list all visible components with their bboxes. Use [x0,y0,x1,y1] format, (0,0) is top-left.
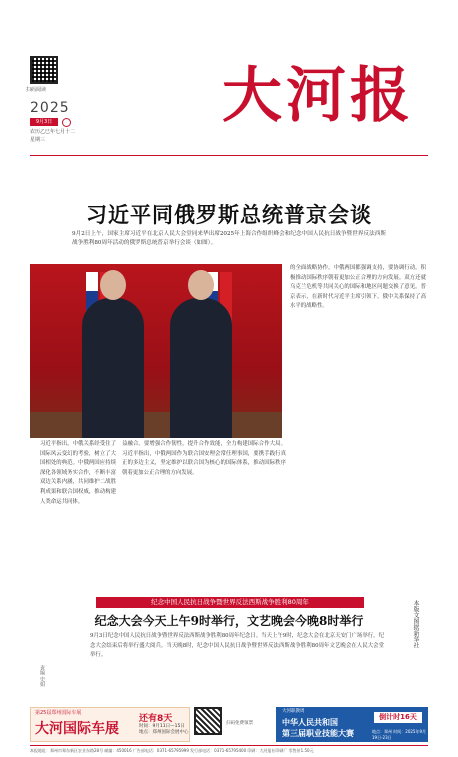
lead-headline[interactable]: 习近平同俄罗斯总统普京会谈 [86,202,372,227]
ad-qr-code[interactable] [194,707,222,735]
ad-countdown: 还有8天 [139,714,173,724]
person-head [188,270,214,300]
photo-credit: 本版文图据新华社 [412,600,419,648]
masthead-rule [30,155,428,156]
auto-show-ad[interactable] [30,707,190,742]
lead-photo[interactable] [30,264,282,438]
footer-info: 本报地址：郑州市郑东新区农业东路28号 邮编：450016 广告部电话：0371-65795999 发行部电话：0371-65795400 印刷：大河报社印刷厂 零售价1.50元 [30,745,428,754]
ad-countdown: 倒计时16天 [374,712,422,723]
lunar-date-line: 农历乙巳年七月十二 [30,129,76,135]
lunar-date [30,128,75,144]
ad-info: 地点：郑州 时间：2025年9月19日-23日 [372,729,426,740]
article-column-2: 益融合。要增强合作韧性，提升合作效能，全力构建国际合作大局。习近平指出，中俄两国作为联合国安理会常任理事国，要携手践行真正的多边主义，坚定维护以联合国为核心的国际体系，推动国际秩序朝着更加公正合理的方向发展。 [122,441,286,476]
ad-subtitle: 第25届郑州国际车展 [35,710,82,716]
person-figure [82,298,144,438]
person-figure [170,298,232,438]
qr-caption: 扫码阅读 [26,87,47,93]
editor-credit: 责编 史娟 [39,665,45,687]
ad-title-line-1: 中华人民共和国 [282,718,338,727]
edition-year: 2025 [30,100,70,116]
issue-badge-icon [62,118,71,127]
photo-floor [30,412,282,438]
article-column-right: 的全面战略协作，中俄两国都强调支持，要协调行动，积极推动国际秩序朝着更加公正合理的方向发展。双方还就乌克兰危机等共同关心的国际和地区问题交换了意见。普京表示，在新时代习近平主席引领下，俄中关系保持了高水平的战略性。 [290,265,426,310]
second-story-body: 9月3日纪念中国人民抗日战争暨世界反法西斯战争胜利80周年纪念日。当天上午9时，纪念大会在北京天安门广场举行。纪念大会结束后将举行盛大阅兵。当天晚8时，纪念中国人民抗日战争暨世界反法西斯战争胜利80周年文艺晚会在人民大会堂举行。 [90,633,384,659]
ad-subtitle: 大河职教周 [282,709,305,714]
weekday-line: 星期三 [30,137,46,143]
edition-date: 9月3日 [30,118,58,126]
person-head [100,270,126,300]
ad-info: 时间：9月11日—15日 地点：郑州国际会展中心 [139,724,189,735]
section-banner: 纪念中国人民抗日战争暨世界反法西斯战争胜利80周年 [96,597,364,608]
qr-code[interactable] [30,56,58,84]
ad-qr-note: 扫码免费领票 [226,721,253,726]
newspaper-masthead: 大河报 [222,61,414,131]
ad-title-line-2: 第三届职业技能大赛 [282,729,354,738]
second-headline[interactable]: 纪念大会今天上午9时举行，文艺晚会今晚8时举行 [94,614,364,628]
ad-title: 大河国际车展 [35,721,119,737]
skills-contest-ad[interactable] [276,707,428,742]
article-column-1: 习近平指出，中俄关系经受住了国际风云变幻的考验，树立了大国相处的典范。中俄两国应持续深化各领域务实合作，不断丰富双边关系内涵，共同维护二战胜利成果和联合国权威，推动构建人类命运共同体。 [40,441,116,505]
lead-paragraph: 9月2日上午，国家主席习近平在北京人民大会堂同来华出席2025年上海合作组织峰会和纪念中国人民抗日战争暨世界反法西斯战争胜利80周年活动的俄罗斯总统普京举行会谈（如图）。 [72,231,386,246]
